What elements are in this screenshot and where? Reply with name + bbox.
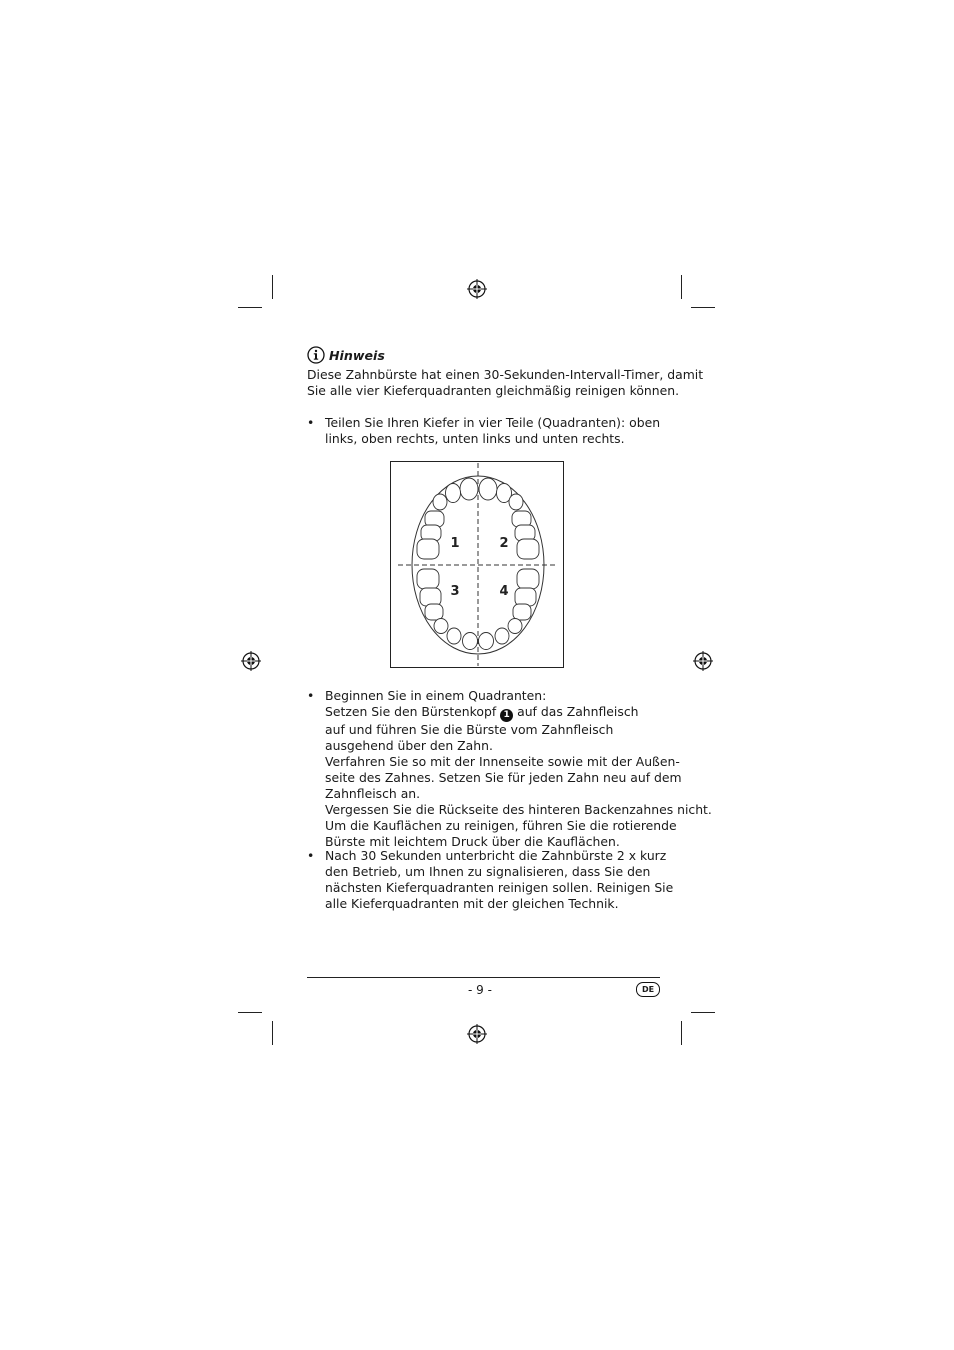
tooth [446,484,461,503]
info-icon [307,346,325,364]
tooth [433,494,447,510]
tooth [509,494,523,510]
bullet-dot: • [307,848,315,863]
text-line: alle Kieferquadranten mit der gleichen Technik. [325,896,619,911]
registration-mark-icon [241,651,261,671]
tooth [479,478,497,500]
bullet-dot: • [307,688,315,703]
tooth [515,588,536,606]
note-paragraph [307,367,704,399]
tooth [425,604,443,620]
tooth [460,478,478,500]
bullet-dot: • [307,415,315,430]
text-line: den Betrieb, um Ihnen zu signalisieren, dass Sie den [325,864,651,879]
crop-mark [272,1021,273,1045]
jaw-quadrant-diagram [390,461,564,668]
crop-mark [238,1012,262,1013]
tooth [420,588,441,606]
text-line: Um die Kauflächen zu reinigen, führen Sie die rotierende [325,818,677,833]
registration-mark-icon [467,279,487,299]
text-fragment: Setzen Sie den Bürstenkopf [325,704,497,719]
tooth [447,628,461,644]
tooth [513,604,531,620]
text-line: Sie alle vier Kieferquadranten gleichmäßig reinigen können. [307,383,680,398]
text-line: nächsten Kieferquadranten reinigen sollen. Reinigen Sie [325,880,674,895]
text-line [325,704,660,722]
tooth [508,619,522,634]
crop-mark [691,307,715,308]
footer-rule [307,977,660,978]
tooth [479,633,494,650]
language-badge: DE [636,982,660,997]
registration-mark-icon [693,651,713,671]
crop-mark [691,1012,715,1013]
tooth [517,539,539,559]
crop-mark [681,1021,682,1045]
text-fragment: auf das Zahnfleisch [517,704,639,719]
tooth [495,628,509,644]
text-line: auf und führen Sie die Bürste vom Zahnfleisch [325,722,614,737]
note-title: Hinweis [329,347,385,363]
quadrant-label-3: 3 [450,584,460,599]
tooth [434,619,448,634]
text-line: Bürste mit leichtem Druck über die Kauflächen. [325,834,620,849]
text-line: Nach 30 Sekunden unterbricht die Zahnbürste 2 x kurz [325,848,667,863]
part-number-badge: 1 [500,709,513,722]
note-heading [307,346,385,364]
quadrant-label-1: 1 [450,536,460,551]
registration-mark-icon [467,1024,487,1044]
crop-mark [238,307,262,308]
quadrant-label-4: 4 [499,584,509,599]
text-line: ausgehend über den Zahn. [325,738,493,753]
text-line: Verfahren Sie so mit der Innenseite sowie mit der Außen- [325,754,680,769]
text-line: links, oben rechts, unten links und unten rechts. [325,431,625,446]
tooth [463,633,478,650]
tooth [417,539,439,559]
tooth [417,569,439,589]
text-line: Beginnen Sie in einem Quadranten: [325,688,547,703]
crop-mark [272,275,273,299]
tooth [517,569,539,589]
text-line: Zahnfleisch an. [325,786,421,801]
text-line: Vergessen Sie die Rückseite des hinteren Backenzahnes nicht. [325,802,712,817]
text-line: Diese Zahnbürste hat einen 30-Sekunden-Intervall-Timer, damit [307,367,704,382]
crop-mark [681,275,682,299]
text-line: seite des Zahnes. Setzen Sie für jeden Zahn neu auf dem [325,770,682,785]
quadrant-label-2: 2 [499,536,509,551]
text-line: Teilen Sie Ihren Kiefer in vier Teile (Quadranten): oben [325,415,661,430]
page-number: - 9 - [468,983,492,997]
